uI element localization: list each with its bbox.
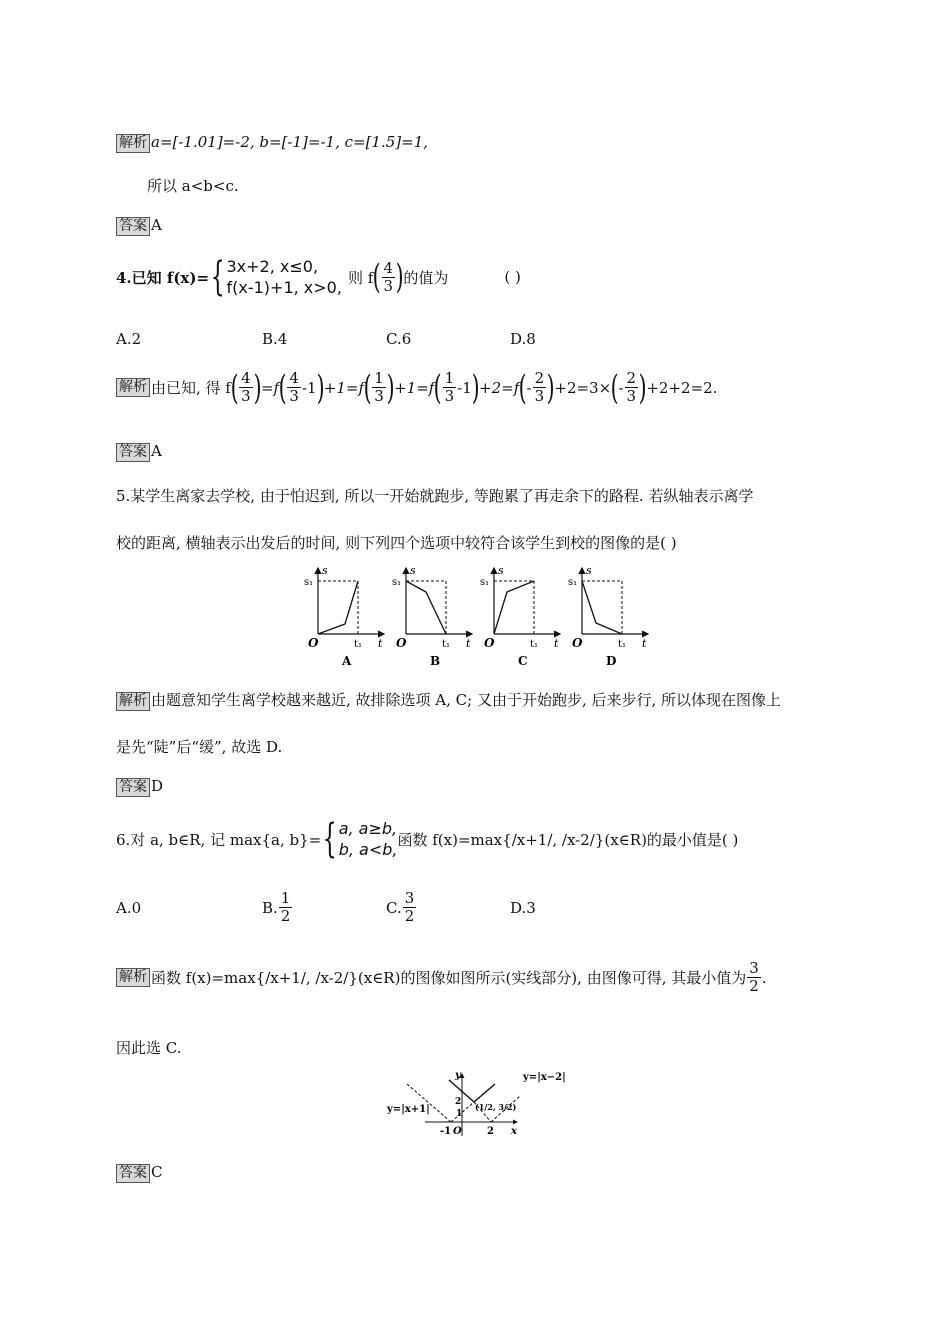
answer-5 (116, 777, 163, 797)
axis-label-s: s (586, 564, 592, 577)
solution-3-line2: 所以 a<b<c. (147, 177, 239, 195)
graph-d (568, 564, 648, 668)
frac-den: 3 (626, 387, 637, 405)
solution-tag: 解析 (116, 968, 150, 987)
axis-label-s: s (410, 564, 416, 577)
answer-value: A (151, 216, 162, 234)
left-paren: ( (372, 257, 381, 297)
solution-text: a=[-1.01]=-2, b=[-1]=-1, c=[1.5]=1, (151, 133, 429, 151)
solution-5-line2: 是先“陡”后“缓”, 故选 D. (116, 738, 283, 756)
tick-t1: t₁ (618, 639, 627, 650)
fraction (533, 370, 547, 405)
tick-s1: s₁ (392, 577, 402, 588)
frac-den: 2 (749, 977, 759, 995)
question-5-graphs (300, 560, 650, 672)
option-c: C.6 (386, 330, 412, 348)
option-label: C. (386, 898, 402, 917)
solution-6-line2: 因此选 C. (116, 1039, 182, 1057)
graph-c (480, 564, 560, 668)
axis-label-s: s (322, 564, 328, 577)
origin-label: O (453, 1126, 462, 1137)
case-2: f(x-1)+1, x>0, (226, 278, 342, 297)
answer-6 (116, 1163, 162, 1183)
text-seg: +2+2=2. (646, 378, 718, 397)
text-seg: - (526, 378, 532, 397)
solution-4 (116, 367, 718, 408)
text-seg: +1=f (323, 378, 364, 397)
text-seg: -1 (301, 378, 317, 397)
text-seg: -1 (457, 378, 472, 397)
question-6-graph (385, 1066, 585, 1146)
answer-tag: 答案 (116, 443, 150, 462)
right-paren: ) (253, 367, 262, 408)
case-2: b, a<b, (338, 840, 398, 859)
tick-s1: s₁ (304, 577, 314, 588)
tick-t1: t₁ (530, 639, 539, 650)
question-4 (116, 256, 521, 298)
frac-num: 1 (280, 889, 291, 907)
tick-t1: t₁ (442, 639, 451, 650)
solution-tag: 解析 (116, 692, 150, 711)
question-5-line1: 5.某学生离家去学校, 由于怕迟到, 所以一开始就跑步, 等跑累了再走余下的路程. 若纵轴表示离学 (116, 487, 754, 505)
graph-label: B (430, 654, 441, 668)
tick-s1: s₁ (480, 577, 490, 588)
frac-num: 3 (404, 889, 415, 907)
case-1: a, a≥b, (338, 819, 398, 838)
option-b: B.4 (262, 330, 288, 348)
graph-a (304, 564, 384, 668)
tick-t1: t₁ (354, 639, 363, 650)
option-d: D.8 (510, 330, 536, 348)
left-paren: ( (518, 367, 527, 408)
frac-num: 3 (749, 959, 759, 977)
question-4-prefix: 4.已知 f(x)= (116, 268, 210, 287)
frac-num: 4 (289, 369, 299, 387)
label-y-abs-x-minus-2: y=|x−2| (523, 1072, 566, 1083)
question-6 (116, 818, 738, 860)
answer-blank: ( ) (504, 268, 521, 286)
question-5-line2: 校的距离, 横轴表示出发后的时间, 则下列四个选项中较符合该学生到校的图像的是( ) (116, 534, 677, 552)
right-paren: ) (395, 257, 404, 297)
left-paren: ( (610, 367, 619, 408)
ytick-1: 1 (456, 1109, 463, 1119)
piecewise-cases (227, 256, 342, 298)
axis-label-t: t (554, 637, 559, 650)
left-paren: ( (433, 367, 442, 408)
left-brace: { (322, 816, 337, 862)
ytick-2: 2 (455, 1097, 462, 1107)
fraction-3-2 (747, 960, 761, 995)
fraction-3-2 (403, 890, 417, 925)
text-seg: 由已知, 得 f (151, 379, 231, 397)
frac-num: 1 (374, 369, 384, 387)
axis-label-s: s (498, 564, 504, 577)
axis-label-t: t (642, 637, 647, 650)
frac-num: 1 (444, 369, 455, 387)
origin-label: O (572, 636, 583, 650)
question-4-suffix: 的值为 (403, 268, 449, 287)
origin-label: O (396, 636, 407, 650)
text-seg: +1=f (394, 378, 435, 397)
origin-label: O (484, 636, 495, 650)
origin-label: O (308, 636, 319, 650)
fraction-1-2 (279, 890, 293, 925)
point-label: (1/2, 3/2) (475, 1102, 517, 1112)
frac-den: 3 (383, 276, 394, 295)
right-paren: ) (316, 367, 325, 408)
tick-neg1: -1 (440, 1126, 452, 1137)
axis-label-t: t (378, 637, 383, 650)
frac-den: 3 (241, 387, 251, 405)
answer-tag: 答案 (116, 1164, 150, 1183)
right-paren: ) (638, 367, 647, 408)
option-c (386, 890, 417, 925)
label-y-abs-x-plus-1: y=|x+1| (387, 1104, 430, 1115)
right-paren: ) (386, 367, 395, 408)
solution-5-line1 (116, 689, 781, 711)
frac-den: 2 (404, 907, 415, 925)
frac-den: 3 (444, 387, 455, 405)
text-seg: =f (260, 378, 280, 397)
fraction-4-3 (382, 260, 396, 295)
graph-label: D (606, 654, 617, 668)
solution-text: 函数 f(x)=max{/x+1/, /x-2/}(x∈R)的图像如图所示(实线部分), 由图像可得, 其最小值为 (151, 969, 747, 987)
frac-den: 2 (280, 907, 291, 925)
right-paren: ) (546, 367, 555, 408)
option-d: D.3 (510, 899, 536, 917)
frac-den: 3 (374, 387, 384, 405)
frac-den: 3 (289, 387, 299, 405)
text-seg: +2=f (479, 378, 520, 397)
text-seg: . (761, 968, 767, 987)
max-cases (339, 818, 398, 860)
answer-value: D (151, 777, 164, 795)
option-a: A.2 (116, 330, 142, 348)
frac-num: 4 (241, 369, 251, 387)
left-paren: ( (230, 367, 239, 408)
fraction (443, 370, 457, 405)
answer-value: A (151, 442, 162, 460)
right-paren: ) (471, 367, 480, 408)
text-seg: +2=3× (554, 378, 612, 397)
graph-label: A (342, 654, 352, 668)
tick-s1: s₁ (568, 577, 578, 588)
fraction (287, 370, 301, 405)
tick-2: 2 (487, 1126, 494, 1137)
option-b (262, 890, 293, 925)
axis-label-t: t (466, 637, 471, 650)
question-6-suffix: 函数 f(x)=max{/x+1/, /x-2/}(x∈R)的最小值是( ) (397, 830, 739, 849)
fraction (625, 370, 639, 405)
option-label: B. (262, 898, 278, 917)
case-1: 3x+2, x≤0, (226, 257, 319, 276)
frac-num: 4 (383, 258, 394, 277)
solution-6-line1 (116, 960, 767, 995)
fraction (372, 370, 386, 405)
text-seg: - (618, 378, 624, 397)
answer-tag: 答案 (116, 217, 150, 236)
answer-3 (116, 216, 162, 236)
answer-value: C (151, 1163, 163, 1181)
answer-tag: 答案 (116, 778, 150, 797)
solution-text: 由题意知学生离学校越来越近, 故排除选项 A, C; 又由于开始跑步, 后来步行, 所以体现在图像上 (151, 691, 782, 709)
graph-label: C (518, 654, 528, 668)
question-4-mid: 则 f (347, 268, 374, 287)
frac-den: 3 (534, 387, 545, 405)
answer-4 (116, 442, 162, 462)
left-paren: ( (278, 367, 287, 408)
question-6-prefix: 6.对 a, b∈R, 记 max{a, b}= (116, 830, 322, 849)
option-a: A.0 (116, 899, 142, 917)
frac-num: 2 (534, 369, 545, 387)
solution-tag: 解析 (116, 134, 150, 153)
left-brace: { (210, 254, 225, 300)
left-paren: ( (363, 367, 372, 408)
axis-label-y: y (455, 1070, 461, 1081)
fraction (239, 370, 253, 405)
solution-tag: 解析 (116, 378, 150, 397)
graph-b (392, 564, 472, 668)
axis-label-x: x (511, 1126, 517, 1137)
solution-3-line1 (116, 133, 428, 153)
frac-num: 2 (626, 369, 637, 387)
